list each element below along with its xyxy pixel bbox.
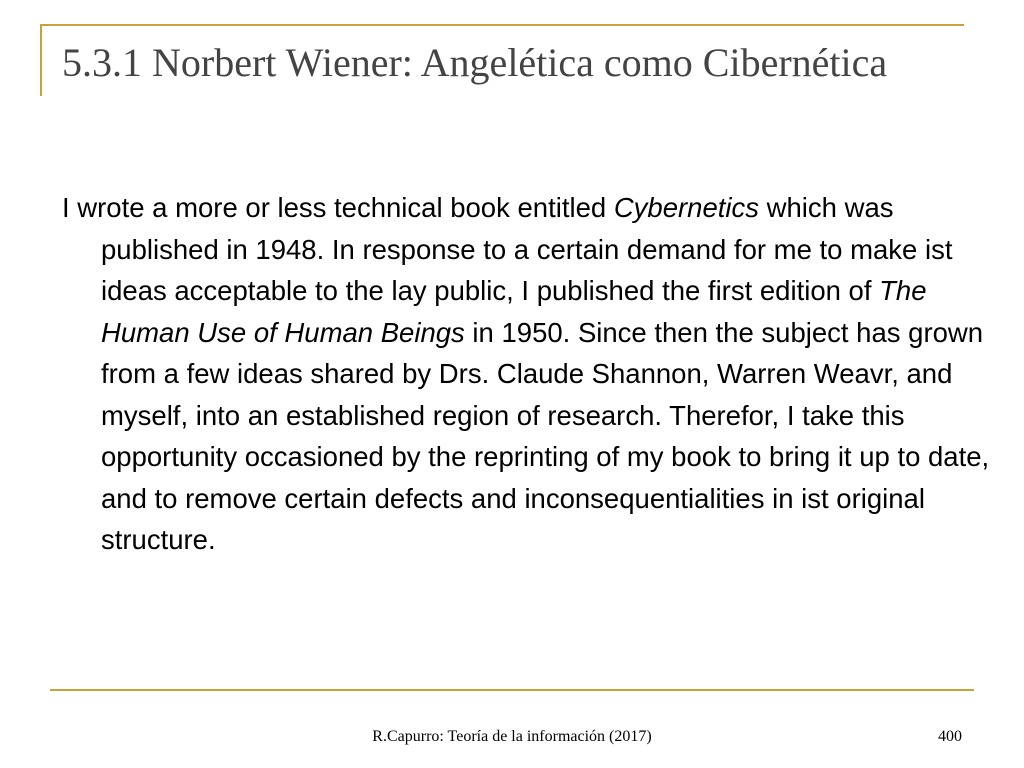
footer-citation: R.Capurro: Teoría de la información (2017) [372,728,652,745]
body-text-part-2: which was published in 1948. In response to a certain demand for me to make ist ideas acceptable to the lay public, I published the first edition of [101,192,953,306]
book-title-human-use: The Human Use of Human Beings [101,275,927,348]
book-title-cybernetics: Cybernetics [613,192,760,223]
body-paragraph [62,187,1006,561]
page-number: 400 [938,728,962,745]
body-text-part-3: in 1950. Since then the subject has grown from a few ideas shared by Drs. Claude Shannon, Warren Weavr, and myself, into an established region of research. Therefor, I take this opportunity occasioned by the reprinting of my book to bring it up to date, and to remove certain defects and inconsequentialities in ist original structure. [101,316,990,555]
left-accent-rule [40,24,42,96]
body-text-part-1: I wrote a more or less technical book entitled [62,192,614,223]
top-accent-rule [40,24,964,26]
bottom-accent-rule [50,689,974,691]
slide-title: 5.3.1 Norbert Wiener: Angelética como Cibernética [62,40,888,85]
